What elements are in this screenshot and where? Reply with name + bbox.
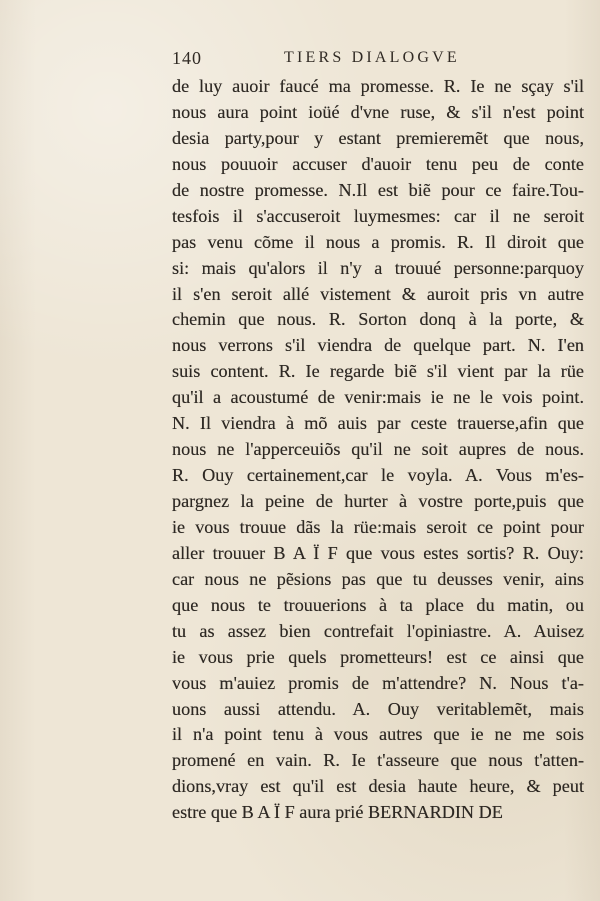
dialogue-text-block [172,74,584,826]
text-line: ie vous trouue dãs la rüe:mais seroit ce point pour [172,516,584,537]
text-line: nous aura point ioüé d'vne ruse, & s'il n'est point [172,101,584,122]
text-line: il s'en seroit allé vistement & auroit pris vn autre [172,283,584,304]
text-line: il n'a point tenu à vous autres que ie ne me sois [172,724,584,745]
text-line: tesfois il s'accuseroit luymesmes: car il ne seroit [172,205,584,226]
page-number: 140 [172,48,202,68]
text-line: uons aussi attendu. A. Ouy veritablemẽt, mais [172,698,584,719]
text-line: chemin que nous. R. Sorton donq à la porte, & [172,309,584,330]
text-line: nous pouuoir accuser d'auoir tenu peu de conte [172,153,584,174]
text-line: si: mais qu'alors il n'y a trouué personne:parquoy [172,257,584,278]
text-line: aller trouuer B A Ï F que vous estes sortis? R. Ouy: [172,542,584,563]
text-line: nous ne l'apperceuiõs qu'il ne soit aupres de nous. [172,439,584,460]
text-line: R. Ouy certainement,car le voyla. A. Vous m'es- [172,465,584,486]
text-line: estre que B A Ï F aura prié BERNARDIN DE [172,802,503,823]
text-line: qu'il a acoustumé de venir:mais ie ne le vois point. [172,387,584,408]
page-header [172,48,582,72]
text-line: desia party,pour y estant premieremẽt que nous, [172,127,584,148]
text-line: pas venu cõme il nous a promis. R. Il diroit que [172,231,584,252]
text-line: dions,vray est qu'il est desia haute heure, & peut [172,776,584,797]
text-line: ie vous prie quels prometteurs! est ce ainsi que [172,646,584,667]
text-line: car nous ne pẽsions pas que tu deusses venir, ains [172,568,584,589]
text-line: pargnez la peine de hurter à vostre porte,puis que [172,491,584,511]
text-line: vous m'auiez promis de m'attendre? N. Nous t'a- [172,672,584,693]
text-line: suis content. R. Ie regarde biẽ s'il vient par la rüe [172,361,584,382]
text-line: que nous te trouuerions à ta place du matin, ou [172,594,584,615]
text-line: tu as assez bien contrefait l'opiniastre. A. Auisez [172,620,584,641]
text-line: de luy auoir faucé ma promesse. R. Ie ne sçay s'il [172,76,584,96]
text-line: N. Il viendra à mõ auis par ceste trauerse,afin que [172,413,584,434]
running-title: TIERS DIALOGVE [284,49,460,66]
text-line: de nostre promesse. N.Il est biẽ pour ce faire.Tou- [172,179,584,200]
text-line: nous verrons s'il viendra de quelque part. N. I'en [172,335,584,356]
text-line: promené en vain. R. Ie t'asseure que nous t'atten- [172,750,584,771]
